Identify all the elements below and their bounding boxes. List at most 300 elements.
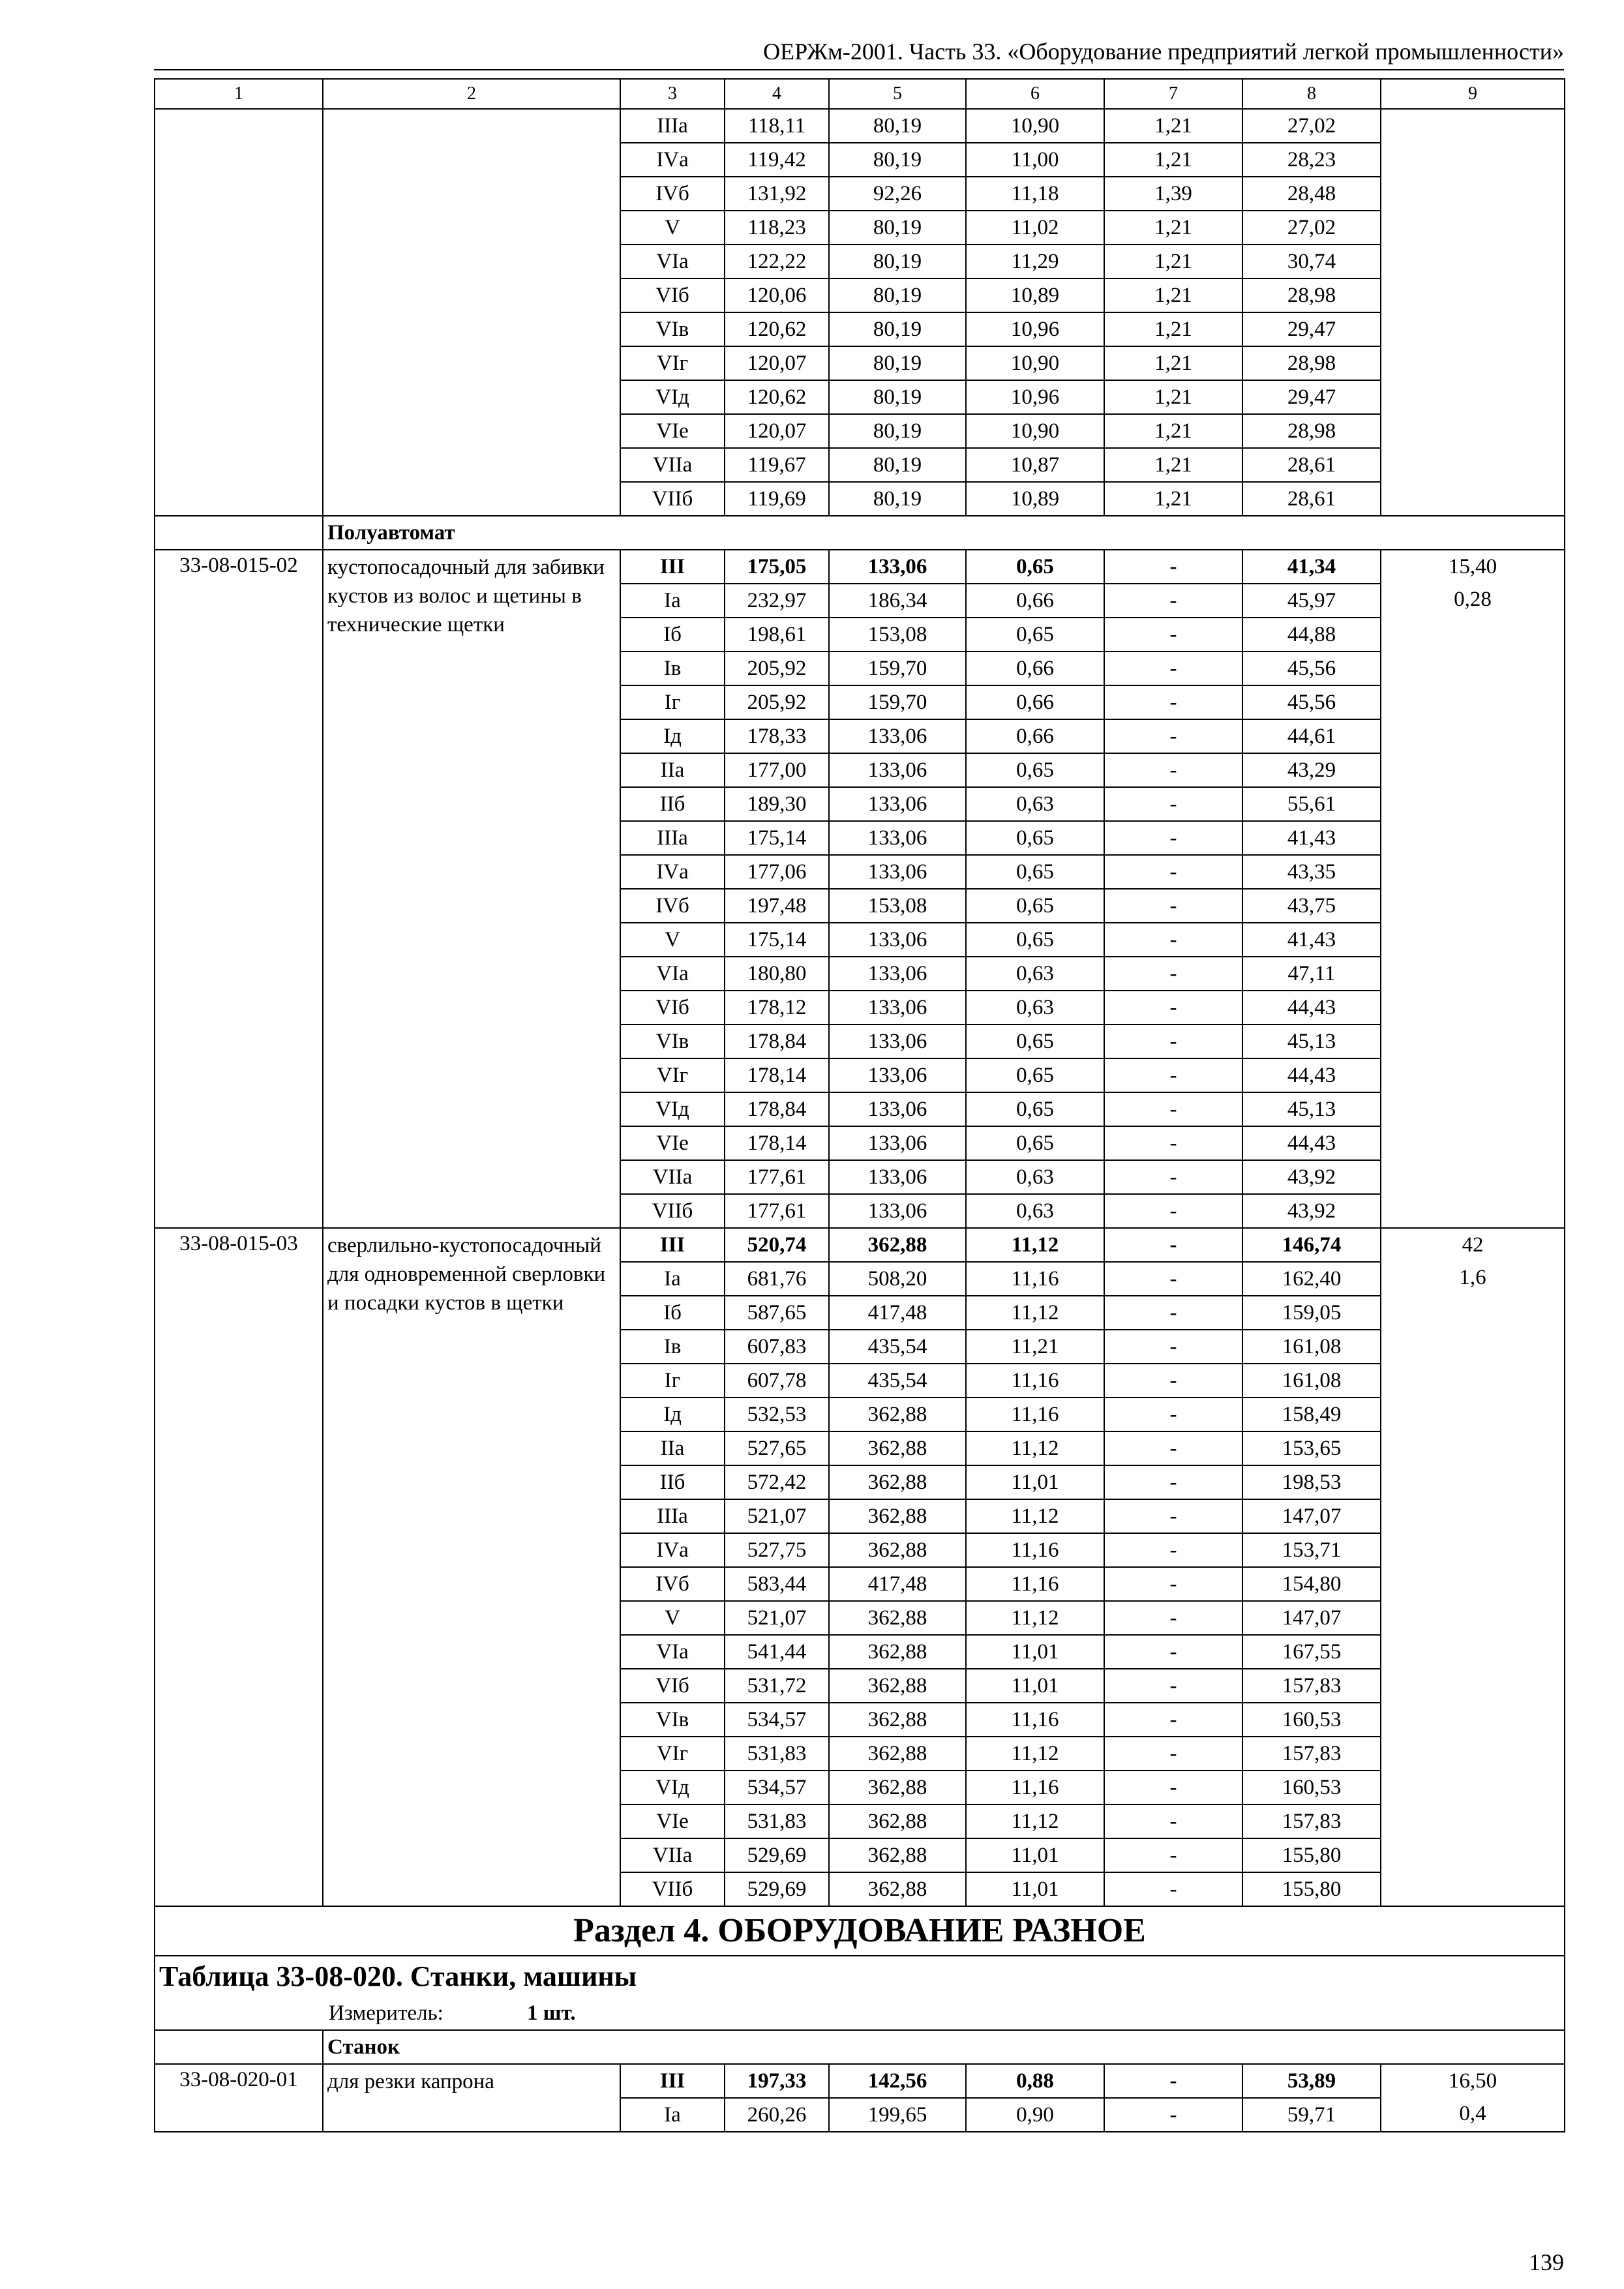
table-cell: 11,01 bbox=[966, 1838, 1104, 1872]
table-cell: 119,69 bbox=[725, 482, 829, 516]
table-cell: 198,61 bbox=[725, 618, 829, 651]
table-cell: 146,74 bbox=[1242, 1228, 1381, 1262]
table-cell: 133,06 bbox=[829, 550, 966, 584]
table-cell: 53,89 bbox=[1242, 2064, 1381, 2098]
table-cell: 175,05 bbox=[725, 550, 829, 584]
table-cell: Iг bbox=[620, 1364, 725, 1398]
page-header: ОЕРЖм-2001. Часть 33. «Оборудование предприятий легкой промышленности» bbox=[763, 38, 1564, 65]
item-col9 bbox=[1381, 550, 1565, 1228]
table-cell: VIе bbox=[620, 414, 725, 448]
table-cell: 11,00 bbox=[966, 143, 1104, 177]
table-cell: 162,40 bbox=[1242, 1262, 1381, 1296]
table-cell: 119,42 bbox=[725, 143, 829, 177]
table-cell: 153,08 bbox=[829, 889, 966, 923]
table-cell: 189,30 bbox=[725, 787, 829, 821]
table-cell: IIа bbox=[620, 1431, 725, 1465]
table-cell: 175,14 bbox=[725, 821, 829, 855]
table-cell: 10,89 bbox=[966, 278, 1104, 312]
table-cell: 160,53 bbox=[1242, 1771, 1381, 1804]
table-cell: 11,01 bbox=[966, 1669, 1104, 1703]
table-cell: 133,06 bbox=[829, 1092, 966, 1126]
column-number: 7 bbox=[1104, 79, 1242, 109]
table-cell: 44,61 bbox=[1242, 719, 1381, 753]
table-cell: - bbox=[1104, 855, 1242, 889]
table-cell: VIг bbox=[620, 346, 725, 380]
table-cell: 178,84 bbox=[725, 1025, 829, 1058]
table-cell: 133,06 bbox=[829, 753, 966, 787]
table-cell: - bbox=[1104, 957, 1242, 991]
table-cell: - bbox=[1104, 889, 1242, 923]
table-cell: 43,92 bbox=[1242, 1194, 1381, 1228]
table-cell: IIIа bbox=[620, 1499, 725, 1533]
table-cell: Iа bbox=[620, 1262, 725, 1296]
table-cell: VIIа bbox=[620, 1838, 725, 1872]
table-cell: 0,66 bbox=[966, 719, 1104, 753]
table-cell: 133,06 bbox=[829, 1058, 966, 1092]
table-cell: 362,88 bbox=[829, 1398, 966, 1431]
table-cell: 0,65 bbox=[966, 1025, 1104, 1058]
table-cell: 1,21 bbox=[1104, 414, 1242, 448]
table-cell: 133,06 bbox=[829, 719, 966, 753]
table-cell: - bbox=[1104, 2098, 1242, 2132]
table-cell: 11,16 bbox=[966, 1567, 1104, 1601]
table-cell: 177,61 bbox=[725, 1160, 829, 1194]
table-cell: 80,19 bbox=[829, 380, 966, 414]
table-cell: 11,02 bbox=[966, 211, 1104, 245]
table-cell: V bbox=[620, 211, 725, 245]
table-cell: - bbox=[1104, 1398, 1242, 1431]
table-cell: 0,63 bbox=[966, 1194, 1104, 1228]
table-cell: 362,88 bbox=[829, 1737, 966, 1771]
table-cell: - bbox=[1104, 550, 1242, 584]
table-cell: 45,13 bbox=[1242, 1025, 1381, 1058]
table-cell: Iв bbox=[620, 1330, 725, 1364]
table-cell: 133,06 bbox=[829, 923, 966, 957]
table-cell: VIг bbox=[620, 1737, 725, 1771]
table-cell: 159,70 bbox=[829, 651, 966, 685]
table-cell: 534,57 bbox=[725, 1703, 829, 1737]
table-cell: - bbox=[1104, 1364, 1242, 1398]
table-cell: 587,65 bbox=[725, 1296, 829, 1330]
table-cell: 45,97 bbox=[1242, 584, 1381, 618]
table-cell: 45,13 bbox=[1242, 1092, 1381, 1126]
table-cell: 28,98 bbox=[1242, 414, 1381, 448]
table-cell: - bbox=[1104, 685, 1242, 719]
table-cell: 527,65 bbox=[725, 1431, 829, 1465]
table-cell: VIIб bbox=[620, 1872, 725, 1906]
table-cell: 1,21 bbox=[1104, 109, 1242, 143]
table-cell: 1,21 bbox=[1104, 278, 1242, 312]
table-cell: 197,48 bbox=[725, 889, 829, 923]
header-rule bbox=[154, 69, 1564, 70]
table-cell: 41,43 bbox=[1242, 923, 1381, 957]
table-cell: VIе bbox=[620, 1804, 725, 1838]
table-cell: 29,47 bbox=[1242, 312, 1381, 346]
measure-value: 1 шт. bbox=[527, 2001, 576, 2025]
table-cell: 178,84 bbox=[725, 1092, 829, 1126]
table-cell: 534,57 bbox=[725, 1771, 829, 1804]
table-cell: 186,34 bbox=[829, 584, 966, 618]
table-cell: 44,43 bbox=[1242, 991, 1381, 1025]
table-row bbox=[155, 1228, 1565, 1262]
table-cell: - bbox=[1104, 1838, 1242, 1872]
table-cell: 527,75 bbox=[725, 1533, 829, 1567]
table-cell: 118,23 bbox=[725, 211, 829, 245]
table-cell: 572,42 bbox=[725, 1465, 829, 1499]
table-cell: 157,83 bbox=[1242, 1669, 1381, 1703]
table-cell: 362,88 bbox=[829, 1771, 966, 1804]
table-cell: 11,16 bbox=[966, 1533, 1104, 1567]
table-cell: IVа bbox=[620, 143, 725, 177]
table-cell: 362,88 bbox=[829, 1601, 966, 1635]
table-cell: - bbox=[1104, 1567, 1242, 1601]
table-cell: 80,19 bbox=[829, 482, 966, 516]
table-cell: VIд bbox=[620, 1092, 725, 1126]
item-col9 bbox=[1381, 1228, 1565, 1906]
table-cell: 0,66 bbox=[966, 584, 1104, 618]
table-cell: 0,65 bbox=[966, 1058, 1104, 1092]
table-cell: 80,19 bbox=[829, 143, 966, 177]
table-cell: VIд bbox=[620, 1771, 725, 1804]
table-cell: V bbox=[620, 1601, 725, 1635]
table-cell: 59,71 bbox=[1242, 2098, 1381, 2132]
table-cell: 508,20 bbox=[829, 1262, 966, 1296]
group-row bbox=[155, 516, 1565, 550]
table-cell: 41,34 bbox=[1242, 550, 1381, 584]
table-cell: 362,88 bbox=[829, 1465, 966, 1499]
table-cell: 0,66 bbox=[966, 651, 1104, 685]
table-cell: 44,43 bbox=[1242, 1058, 1381, 1092]
column-number-row bbox=[155, 79, 1565, 109]
item-name: сверлильно-кустопосадочный для одновременной сверловки и посадки кустов в щетки bbox=[323, 1228, 620, 1906]
table-cell: - bbox=[1104, 1431, 1242, 1465]
col9-value: 0,4 bbox=[1459, 2102, 1486, 2125]
table-cell: 11,12 bbox=[966, 1296, 1104, 1330]
table-cell: 11,18 bbox=[966, 177, 1104, 211]
table-cell: 197,33 bbox=[725, 2064, 829, 2098]
table-cell: 531,72 bbox=[725, 1669, 829, 1703]
table-cell: 1,21 bbox=[1104, 245, 1242, 278]
table-cell: 178,14 bbox=[725, 1058, 829, 1092]
table-cell: 133,06 bbox=[829, 1126, 966, 1160]
column-number: 3 bbox=[620, 79, 725, 109]
table-cell: 178,14 bbox=[725, 1126, 829, 1160]
table-cell: 0,65 bbox=[966, 1092, 1104, 1126]
table-cell: 153,08 bbox=[829, 618, 966, 651]
table-cell: 232,97 bbox=[725, 584, 829, 618]
table-cell: 120,07 bbox=[725, 346, 829, 380]
table-cell: - bbox=[1104, 1669, 1242, 1703]
table-cell: 44,88 bbox=[1242, 618, 1381, 651]
table-cell: 0,65 bbox=[966, 1126, 1104, 1160]
table-cell: IIIа bbox=[620, 109, 725, 143]
column-number: 1 bbox=[155, 79, 323, 109]
table-cell: 120,62 bbox=[725, 312, 829, 346]
table-cell: 10,96 bbox=[966, 312, 1104, 346]
table-cell: 0,65 bbox=[966, 618, 1104, 651]
table-cell: VIб bbox=[620, 1669, 725, 1703]
table-cell: 155,80 bbox=[1242, 1838, 1381, 1872]
section-title: Раздел 4. ОБОРУДОВАНИЕ РАЗНОЕ bbox=[155, 1906, 1565, 1956]
table-cell: - bbox=[1104, 1262, 1242, 1296]
col9-value: 1,6 bbox=[1459, 1266, 1486, 1289]
table-cell: 435,54 bbox=[829, 1330, 966, 1364]
table-cell: IIа bbox=[620, 753, 725, 787]
table-cell: - bbox=[1104, 1330, 1242, 1364]
table-cell: 362,88 bbox=[829, 1533, 966, 1567]
table-cell: 417,48 bbox=[829, 1567, 966, 1601]
table-cell: 521,07 bbox=[725, 1499, 829, 1533]
table-cell: 159,05 bbox=[1242, 1296, 1381, 1330]
table-cell: 541,44 bbox=[725, 1635, 829, 1669]
table-cell: 205,92 bbox=[725, 685, 829, 719]
table-cell: 178,33 bbox=[725, 719, 829, 753]
table-cell: - bbox=[1104, 1499, 1242, 1533]
table-cell: Iб bbox=[620, 618, 725, 651]
table-cell: IVб bbox=[620, 889, 725, 923]
column-number: 5 bbox=[829, 79, 966, 109]
table-cell: 11,12 bbox=[966, 1228, 1104, 1262]
table-cell: 157,83 bbox=[1242, 1737, 1381, 1771]
table-cell: 11,29 bbox=[966, 245, 1104, 278]
table-cell: 147,07 bbox=[1242, 1601, 1381, 1635]
table-cell: 362,88 bbox=[829, 1635, 966, 1669]
table-cell: 80,19 bbox=[829, 211, 966, 245]
table-cell: 1,21 bbox=[1104, 312, 1242, 346]
table-cell: 175,14 bbox=[725, 923, 829, 957]
table-cell: 11,16 bbox=[966, 1771, 1104, 1804]
table-cell: 131,92 bbox=[725, 177, 829, 211]
table-cell: III bbox=[620, 550, 725, 584]
table-cell: 122,22 bbox=[725, 245, 829, 278]
table-cell: 161,08 bbox=[1242, 1330, 1381, 1364]
column-number: 9 bbox=[1381, 79, 1565, 109]
column-number: 8 bbox=[1242, 79, 1381, 109]
table-cell: 531,83 bbox=[725, 1737, 829, 1771]
table-cell: 583,44 bbox=[725, 1567, 829, 1601]
table-cell: - bbox=[1104, 1296, 1242, 1330]
table-cell: 681,76 bbox=[725, 1262, 829, 1296]
table-cell: 27,02 bbox=[1242, 109, 1381, 143]
table-cell: 0,63 bbox=[966, 787, 1104, 821]
table-cell: IVа bbox=[620, 855, 725, 889]
table-row bbox=[155, 2064, 1565, 2098]
table-cell: 362,88 bbox=[829, 1669, 966, 1703]
table-cell: - bbox=[1104, 1228, 1242, 1262]
table-title-row bbox=[155, 1956, 1565, 1997]
table-cell: IIб bbox=[620, 787, 725, 821]
section-row bbox=[155, 1906, 1565, 1956]
table-cell: - bbox=[1104, 1465, 1242, 1499]
table-cell: 1,21 bbox=[1104, 346, 1242, 380]
table-cell: 607,83 bbox=[725, 1330, 829, 1364]
table-cell: - bbox=[1104, 1771, 1242, 1804]
table-cell: 362,88 bbox=[829, 1431, 966, 1465]
table-cell: 10,90 bbox=[966, 414, 1104, 448]
table-cell: 1,39 bbox=[1104, 177, 1242, 211]
table-cell: V bbox=[620, 923, 725, 957]
rates-table bbox=[154, 78, 1565, 2132]
table-cell: 159,70 bbox=[829, 685, 966, 719]
table-cell: 28,61 bbox=[1242, 482, 1381, 516]
table-cell: VIIб bbox=[620, 1194, 725, 1228]
table-cell: 607,78 bbox=[725, 1364, 829, 1398]
table-cell: 11,21 bbox=[966, 1330, 1104, 1364]
table-row bbox=[155, 109, 1565, 143]
table-cell: 0,65 bbox=[966, 889, 1104, 923]
table-cell: 44,43 bbox=[1242, 1126, 1381, 1160]
table-cell: 43,92 bbox=[1242, 1160, 1381, 1194]
table-cell: 531,83 bbox=[725, 1804, 829, 1838]
table-cell: 155,80 bbox=[1242, 1872, 1381, 1906]
table-cell: 154,80 bbox=[1242, 1567, 1381, 1601]
empty-cell bbox=[155, 2030, 323, 2064]
table-cell: - bbox=[1104, 753, 1242, 787]
table-cell: 28,98 bbox=[1242, 278, 1381, 312]
table-cell: - bbox=[1104, 787, 1242, 821]
table-cell: 41,43 bbox=[1242, 821, 1381, 855]
table-cell: 362,88 bbox=[829, 1838, 966, 1872]
column-number: 2 bbox=[323, 79, 620, 109]
table-cell: 11,16 bbox=[966, 1398, 1104, 1431]
table-cell: 362,88 bbox=[829, 1703, 966, 1737]
table-cell: 133,06 bbox=[829, 991, 966, 1025]
table-cell: 147,07 bbox=[1242, 1499, 1381, 1533]
item-code: 33-08-015-03 bbox=[155, 1228, 323, 1906]
table-cell: 133,06 bbox=[829, 1025, 966, 1058]
table-cell: III bbox=[620, 2064, 725, 2098]
table-title: Таблица 33-08-020. Станки, машины bbox=[155, 1956, 1565, 1997]
table-cell: 362,88 bbox=[829, 1804, 966, 1838]
table-cell: 28,48 bbox=[1242, 177, 1381, 211]
group-label: Станок bbox=[323, 2030, 1565, 2064]
table-cell: - bbox=[1104, 651, 1242, 685]
table-cell: 0,66 bbox=[966, 685, 1104, 719]
table-cell: 43,29 bbox=[1242, 753, 1381, 787]
table-cell: 153,65 bbox=[1242, 1431, 1381, 1465]
table-cell: - bbox=[1104, 1872, 1242, 1906]
table-cell: IIб bbox=[620, 1465, 725, 1499]
table-cell: VIв bbox=[620, 1703, 725, 1737]
table-cell: 43,35 bbox=[1242, 855, 1381, 889]
table-cell: VIб bbox=[620, 991, 725, 1025]
table-cell: 142,56 bbox=[829, 2064, 966, 2098]
table-cell: 0,63 bbox=[966, 1160, 1104, 1194]
table-cell: 10,90 bbox=[966, 346, 1104, 380]
table-cell: - bbox=[1104, 923, 1242, 957]
measure-row bbox=[155, 1997, 1565, 2030]
table-cell: Iв bbox=[620, 651, 725, 685]
table-cell: - bbox=[1104, 1126, 1242, 1160]
table-cell: 80,19 bbox=[829, 312, 966, 346]
table-cell: 177,06 bbox=[725, 855, 829, 889]
table-cell: 11,12 bbox=[966, 1499, 1104, 1533]
col9-value: 15,40 bbox=[1448, 555, 1497, 578]
table-cell: 167,55 bbox=[1242, 1635, 1381, 1669]
table-cell: 80,19 bbox=[829, 414, 966, 448]
table-cell: 80,19 bbox=[829, 109, 966, 143]
table-cell: 80,19 bbox=[829, 448, 966, 482]
column-number: 6 bbox=[966, 79, 1104, 109]
table-cell: 11,16 bbox=[966, 1703, 1104, 1737]
table-cell: 29,47 bbox=[1242, 380, 1381, 414]
table-cell: 362,88 bbox=[829, 1228, 966, 1262]
table-cell: Iб bbox=[620, 1296, 725, 1330]
table-cell: IVа bbox=[620, 1533, 725, 1567]
table-cell: 1,21 bbox=[1104, 482, 1242, 516]
table-cell: VIIб bbox=[620, 482, 725, 516]
table-cell: IIIа bbox=[620, 821, 725, 855]
table-cell: 11,12 bbox=[966, 1804, 1104, 1838]
table-cell: 10,96 bbox=[966, 380, 1104, 414]
table-cell: 0,88 bbox=[966, 2064, 1104, 2098]
table-cell: 80,19 bbox=[829, 346, 966, 380]
table-cell: 10,89 bbox=[966, 482, 1104, 516]
table-cell: 10,87 bbox=[966, 448, 1104, 482]
table-row bbox=[155, 550, 1565, 584]
col9-value: 42 bbox=[1462, 1233, 1484, 1257]
table-cell: IVб bbox=[620, 1567, 725, 1601]
group-label: Полуавтомат bbox=[323, 516, 1565, 550]
table-cell: VIд bbox=[620, 380, 725, 414]
table-cell: VIв bbox=[620, 312, 725, 346]
table-cell: - bbox=[1104, 1092, 1242, 1126]
table-cell: - bbox=[1104, 1160, 1242, 1194]
col9-value: 0,28 bbox=[1454, 588, 1492, 611]
table-cell: - bbox=[1104, 618, 1242, 651]
item-code: 33-08-015-02 bbox=[155, 550, 323, 1228]
table-cell: 0,90 bbox=[966, 2098, 1104, 2132]
table-cell: IVб bbox=[620, 177, 725, 211]
table-cell: 11,01 bbox=[966, 1635, 1104, 1669]
table-cell: VIIа bbox=[620, 1160, 725, 1194]
table-cell: 133,06 bbox=[829, 787, 966, 821]
table-cell: 520,74 bbox=[725, 1228, 829, 1262]
table-cell: 80,19 bbox=[829, 278, 966, 312]
col9-value: 16,50 bbox=[1448, 2069, 1497, 2093]
table-cell: 27,02 bbox=[1242, 211, 1381, 245]
table-cell: 120,06 bbox=[725, 278, 829, 312]
item-col9 bbox=[1381, 2064, 1565, 2132]
table-cell: 10,90 bbox=[966, 109, 1104, 143]
table-cell: 92,26 bbox=[829, 177, 966, 211]
table-cell: 28,61 bbox=[1242, 448, 1381, 482]
table-cell: 11,01 bbox=[966, 1872, 1104, 1906]
table-cell: - bbox=[1104, 584, 1242, 618]
table-cell: 133,06 bbox=[829, 1160, 966, 1194]
table-cell: 47,11 bbox=[1242, 957, 1381, 991]
table-cell: 45,56 bbox=[1242, 685, 1381, 719]
table-cell: 1,21 bbox=[1104, 448, 1242, 482]
table-cell: 532,53 bbox=[725, 1398, 829, 1431]
table-cell: 0,65 bbox=[966, 821, 1104, 855]
table-cell: - bbox=[1104, 1058, 1242, 1092]
table-cell: 120,62 bbox=[725, 380, 829, 414]
table-cell: - bbox=[1104, 719, 1242, 753]
table-cell: VIIа bbox=[620, 448, 725, 482]
table-cell: Iа bbox=[620, 584, 725, 618]
table-cell: 0,65 bbox=[966, 855, 1104, 889]
table-cell: 0,63 bbox=[966, 991, 1104, 1025]
table-cell: 435,54 bbox=[829, 1364, 966, 1398]
item-name: для резки капрона bbox=[323, 2064, 620, 2132]
table-cell: 11,01 bbox=[966, 1465, 1104, 1499]
table-cell: 529,69 bbox=[725, 1872, 829, 1906]
table-cell: - bbox=[1104, 1533, 1242, 1567]
table-cell: - bbox=[1104, 1025, 1242, 1058]
measure-label: Измеритель: bbox=[329, 2001, 444, 2025]
table-cell: 11,12 bbox=[966, 1601, 1104, 1635]
